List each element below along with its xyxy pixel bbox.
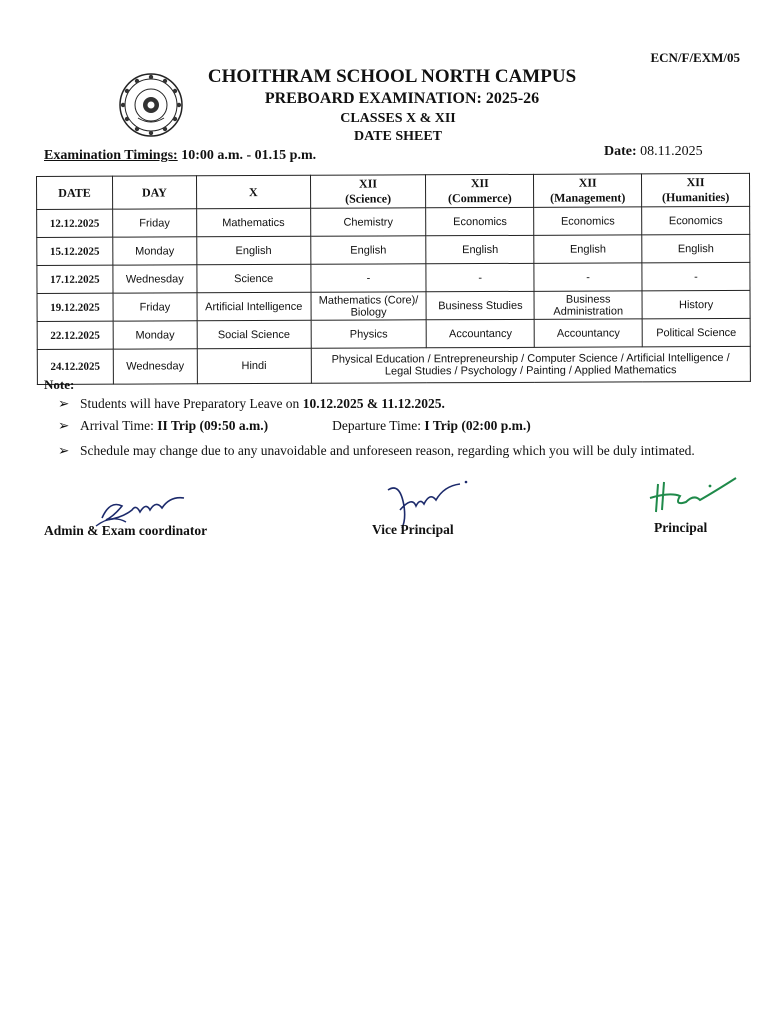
departure-label: Departure Time:: [332, 418, 425, 433]
cell-humanities: History: [642, 290, 750, 318]
leave-dates: 10.12.2025 & 11.12.2025.: [302, 396, 445, 411]
note-schedule: [58, 440, 748, 462]
cell-management: English: [534, 235, 642, 263]
arrival-label: Arrival Time:: [80, 418, 158, 433]
cell-xii-merged: Physical Education / Entrepreneurship / Computer Science / Artificial Intelligence / Legal Studies / Psychology / Painting / Applied Mathematics: [311, 346, 751, 383]
table-row: [37, 206, 750, 237]
cell-day: Monday: [113, 321, 197, 349]
cell-management: Economics: [534, 207, 642, 235]
cell-management: Accountancy: [534, 319, 642, 347]
leave-text: Students will have Preparatory Leave on: [80, 396, 303, 411]
cell-science: Physics: [311, 320, 427, 349]
header-xii-humanities: XII (Humanities): [642, 173, 750, 206]
signature-principal: Principal: [654, 520, 708, 535]
header-xii-management: XII (Management): [534, 174, 642, 207]
header-xii-science: XII (Science): [310, 175, 426, 209]
table-row: [37, 262, 750, 293]
cell-humanities: Economics: [642, 206, 750, 234]
classes-title: CLASSES X & XII: [340, 111, 456, 126]
cell-commerce: Economics: [426, 207, 534, 235]
cell-day: Monday: [113, 237, 197, 265]
cell-science: English: [310, 236, 426, 265]
timings-label: Examination Timings:: [44, 148, 178, 163]
cell-commerce: English: [426, 235, 534, 263]
date-value: 08.11.2025: [636, 144, 703, 159]
cell-science: Chemistry: [310, 208, 426, 237]
table-row: [37, 290, 750, 321]
table-row: [37, 318, 750, 349]
table-header-row: [37, 173, 750, 209]
cell-humanities: English: [642, 234, 750, 262]
note-leave: [58, 396, 445, 412]
note-heading: Note:: [44, 377, 75, 392]
table-row: [37, 346, 750, 384]
bullet-arrow-icon: ➢: [58, 418, 70, 433]
cell-date: 19.12.2025: [37, 293, 113, 321]
departure-value: I Trip (02:00 p.m.): [424, 418, 531, 433]
bullet-arrow-icon: ➢: [58, 443, 70, 458]
cell-date: 22.12.2025: [37, 321, 113, 349]
document-reference: ECN/F/EXM/05: [650, 50, 740, 65]
note-timing: [58, 418, 531, 434]
bullet-arrow-icon: ➢: [58, 396, 70, 411]
arrival-value: II Trip (09:50 a.m.): [157, 418, 269, 433]
cell-management: -: [534, 263, 642, 291]
cell-date: 12.12.2025: [37, 209, 113, 237]
cell-x: English: [197, 236, 311, 264]
schedule-text: Schedule may change due to any unavoidable and unforeseen reason, regarding which you will be duly intimated.: [80, 443, 695, 458]
header-day: DAY: [112, 176, 196, 209]
cell-commerce: Accountancy: [427, 319, 535, 347]
school-name: CHOITHRAM SCHOOL NORTH CAMPUS: [207, 66, 577, 87]
signature-vice-principal: Vice Principal: [372, 522, 454, 537]
cell-day: Friday: [113, 293, 197, 321]
cell-x: Social Science: [197, 320, 311, 348]
sheet-title: DATE SHEET: [353, 129, 443, 144]
cell-x: Mathematics: [196, 208, 310, 236]
cell-science: -: [310, 264, 426, 293]
cell-x: Hindi: [197, 348, 311, 383]
cell-day: Wednesday: [113, 349, 197, 384]
cell-management: Business Administration: [534, 291, 642, 319]
cell-science: Mathematics (Core)/ Biology: [311, 292, 427, 321]
header-class-x: X: [196, 175, 310, 208]
exam-title: PREBOARD EXAMINATION: 2025-26: [264, 90, 540, 107]
cell-humanities: -: [642, 262, 750, 290]
cell-commerce: Business Studies: [426, 291, 534, 319]
timings-value: 10:00 a.m. - 01.15 p.m.: [177, 148, 317, 163]
issue-date: [604, 144, 703, 160]
date-label: Date:: [604, 144, 637, 159]
cell-x: Science: [197, 264, 311, 292]
cell-x: Artificial Intelligence: [197, 292, 311, 320]
cell-date: 24.12.2025: [37, 349, 113, 384]
cell-date: 15.12.2025: [37, 237, 113, 265]
cell-date: 17.12.2025: [37, 265, 113, 293]
cell-humanities: Political Science: [642, 318, 750, 346]
signature-admin: Admin & Exam coordinator: [44, 523, 208, 538]
cell-day: Wednesday: [113, 265, 197, 293]
header-date: DATE: [37, 176, 113, 209]
table-row: [37, 234, 750, 265]
principal-signature-icon: [640, 472, 750, 518]
header-xii-commerce: XII (Commerce): [426, 174, 534, 207]
cell-commerce: -: [426, 263, 534, 291]
cell-day: Friday: [113, 209, 197, 237]
date-sheet-table: [36, 173, 751, 385]
exam-timings: [44, 148, 316, 164]
